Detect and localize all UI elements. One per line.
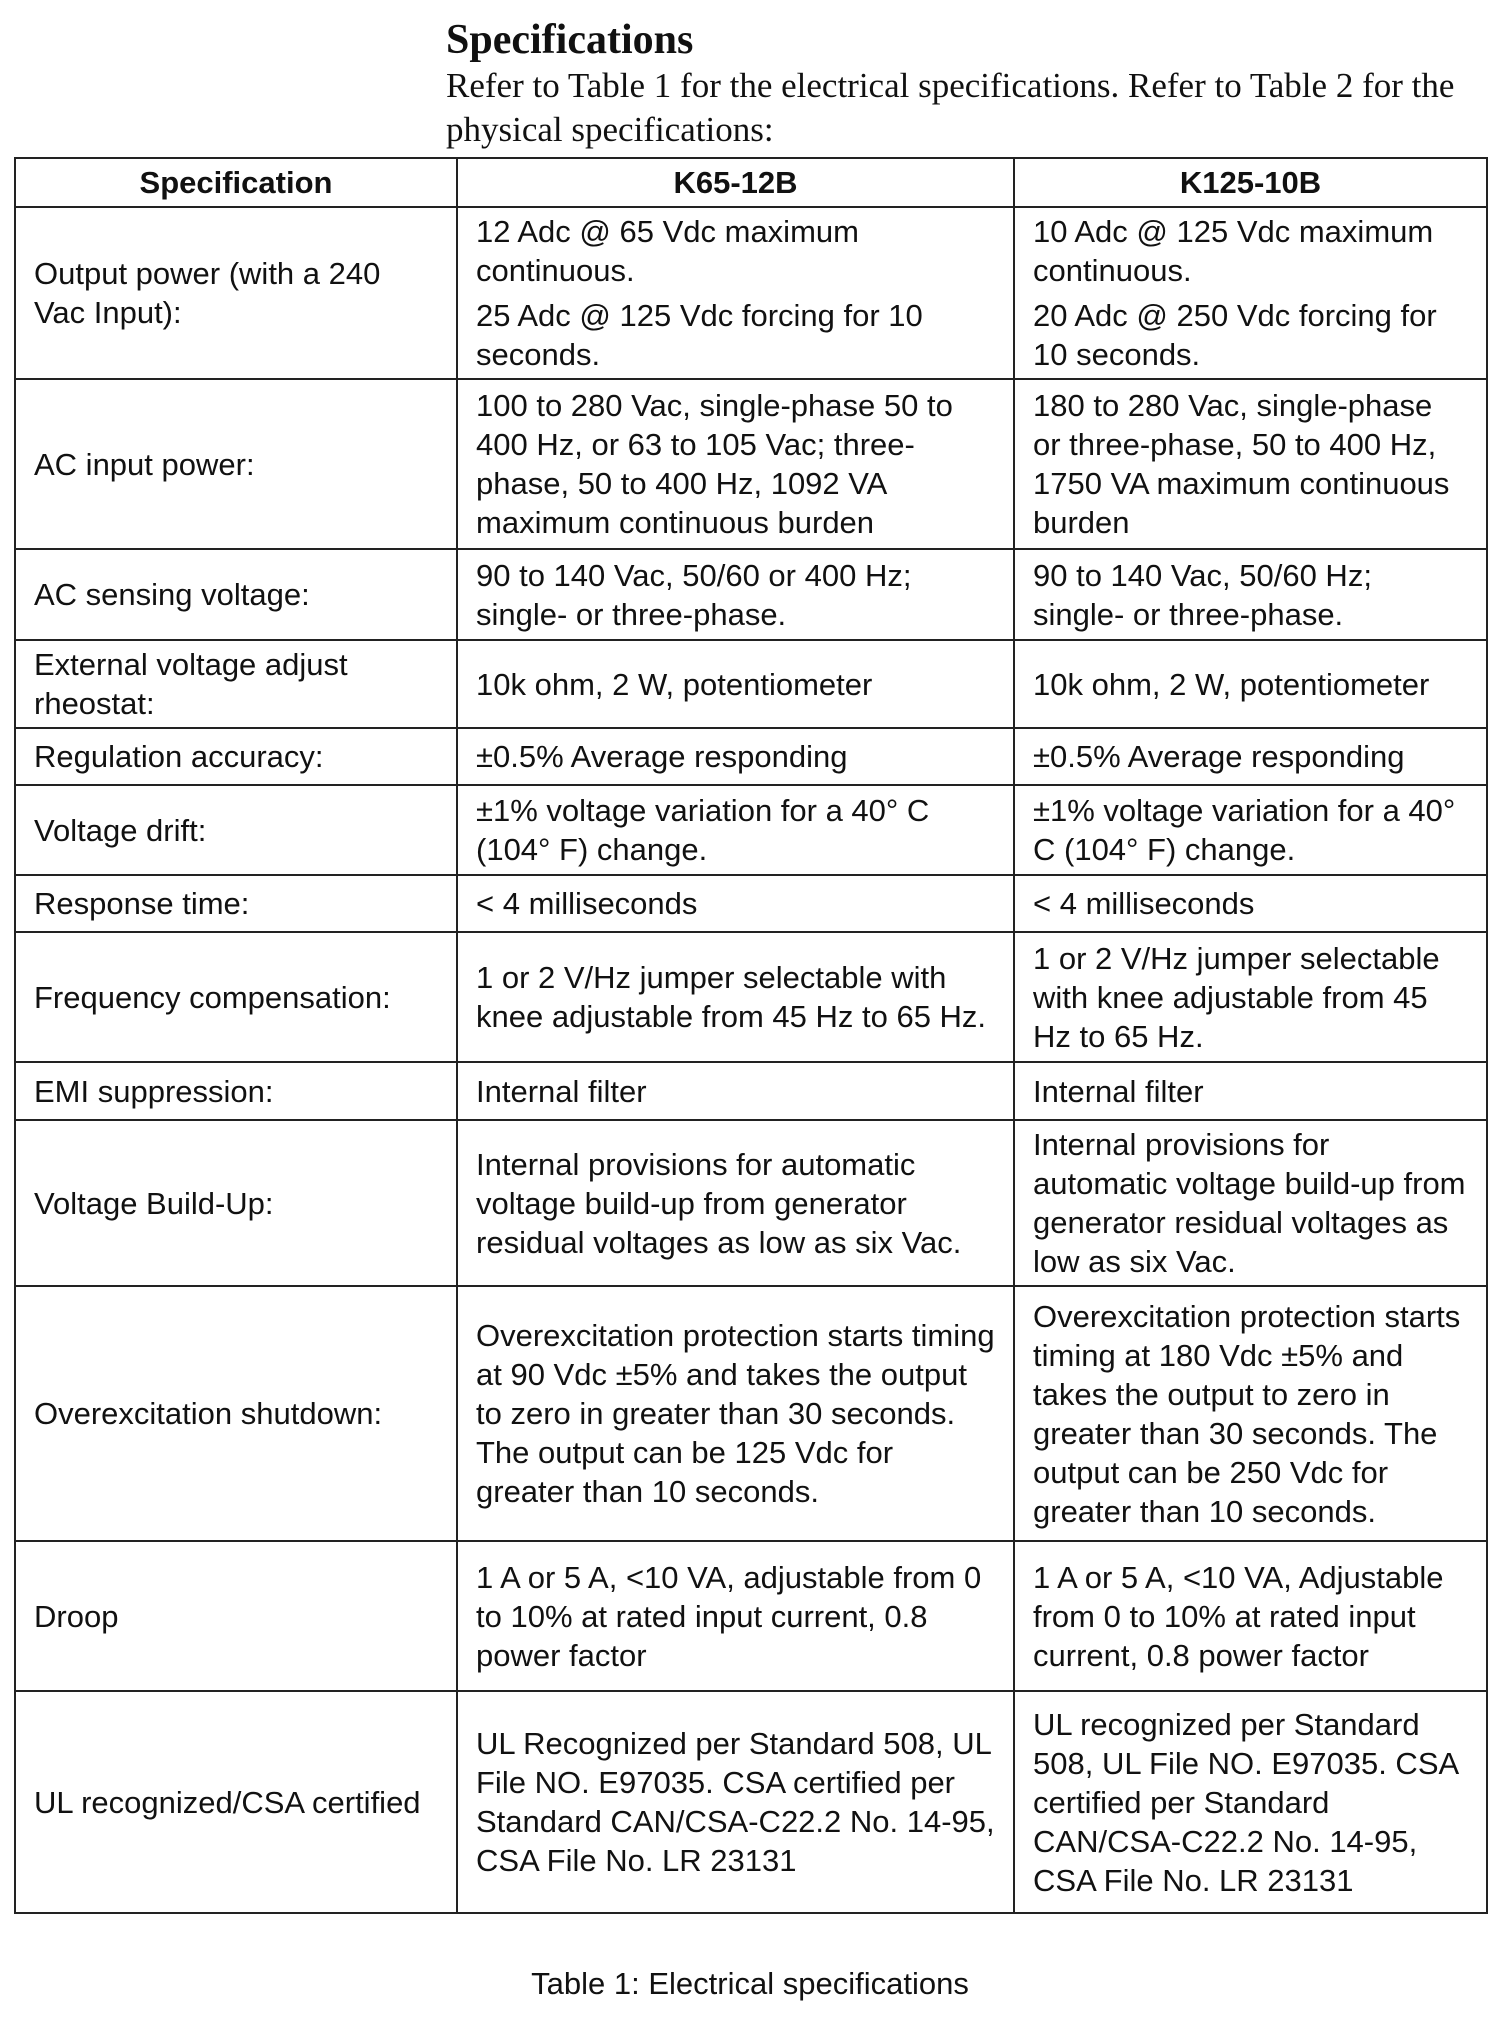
table-row <box>15 785 1487 875</box>
k65-value-cell: ±1% voltage variation for a 40° C (104° F) change. <box>457 785 1014 875</box>
table-row <box>15 1691 1487 1913</box>
k65-value-cell: Internal filter <box>457 1062 1014 1120</box>
table-row <box>15 549 1487 640</box>
k65-value-cell: 100 to 280 Vac, single-phase 50 to 400 Hz, or 63 to 105 Vac; three-phase, 50 to 400 Hz, 1092 VA maximum continuous burden <box>457 379 1014 549</box>
k125-value-cell: 1 A or 5 A, <10 VA, Adjustable from 0 to 10% at rated input current, 0.8 power factor <box>1014 1541 1487 1691</box>
k125-value-text: 10 Adc @ 125 Vdc maximum continuous. <box>1033 214 1434 288</box>
header-k65-12b: K65-12B <box>457 158 1014 207</box>
k125-value-cell: Internal provisions for automatic voltage build-up from generator residual voltages as low as six Vac. <box>1014 1120 1487 1286</box>
spec-name-cell: Voltage drift: <box>15 785 457 875</box>
spec-name-cell: UL recognized/CSA certified <box>15 1691 457 1913</box>
k65-value-cell: Internal provisions for automatic voltage build-up from generator residual voltages as low as six Vac. <box>457 1120 1014 1286</box>
k65-value-cell: 90 to 140 Vac, 50/60 or 400 Hz; single- or three-phase. <box>457 549 1014 640</box>
section-intro: Refer to Table 1 for the electrical specifications. Refer to Table 2 for the physical specifications: <box>446 66 1455 149</box>
table-row <box>15 932 1487 1062</box>
spec-name-cell: Response time: <box>15 875 457 932</box>
spec-name-cell: AC sensing voltage: <box>15 549 457 640</box>
k65-value-text: 25 Adc @ 125 Vdc forcing for 10 seconds. <box>476 298 923 372</box>
table-row <box>15 379 1487 549</box>
k125-value-cell: UL recognized per Standard 508, UL File NO. E97035. CSA certified per Standard CAN/CSA-C22.2 No. 14-95, CSA File No. LR 23131 <box>1014 1691 1487 1913</box>
table-caption: Table 1: Electrical specifications <box>531 1966 969 2001</box>
spec-name-cell: Output power (with a 240 Vac Input): <box>15 207 457 379</box>
spec-name-cell: External voltage adjust rheostat: <box>15 640 457 728</box>
spec-name-cell: Droop <box>15 1541 457 1691</box>
k125-value-cell <box>1014 207 1487 379</box>
spec-name-cell: AC input power: <box>15 379 457 549</box>
table-row <box>15 875 1487 932</box>
table-row <box>15 1286 1487 1541</box>
k125-value-cell: 1 or 2 V/Hz jumper selectable with knee adjustable from 45 Hz to 65 Hz. <box>1014 932 1487 1062</box>
k65-value-cell: 1 or 2 V/Hz jumper selectable with knee adjustable from 45 Hz to 65 Hz. <box>457 932 1014 1062</box>
table-row <box>15 1120 1487 1286</box>
table-row <box>15 640 1487 728</box>
k125-value-cell: 180 to 280 Vac, single-phase or three-phase, 50 to 400 Hz, 1750 VA maximum continuous burden <box>1014 379 1487 549</box>
header-k125-10b: K125-10B <box>1014 158 1487 207</box>
k125-value-cell: Internal filter <box>1014 1062 1487 1120</box>
table-row <box>15 1541 1487 1691</box>
k65-value-cell <box>457 207 1014 379</box>
table-row <box>15 1062 1487 1120</box>
section-heading <box>446 16 1486 152</box>
k65-value-cell: ±0.5% Average responding <box>457 728 1014 785</box>
k65-value-cell: < 4 milliseconds <box>457 875 1014 932</box>
k65-value-cell: 10k ohm, 2 W, potentiometer <box>457 640 1014 728</box>
k65-value-cell: Overexcitation protection starts timing at 90 Vdc ±5% and takes the output to zero in greater than 30 seconds. The output can be 125 Vdc for greater than 10 seconds. <box>457 1286 1014 1541</box>
header-specification: Specification <box>15 158 457 207</box>
table-row <box>15 207 1487 379</box>
k125-value-cell: ±0.5% Average responding <box>1014 728 1487 785</box>
k65-value-cell: UL Recognized per Standard 508, UL File NO. E97035. CSA certified per Standard CAN/CSA-C22.2 No. 14-95, CSA File No. LR 23131 <box>457 1691 1014 1913</box>
k65-value-cell: 1 A or 5 A, <10 VA, adjustable from 0 to 10% at rated input current, 0.8 power factor <box>457 1541 1014 1691</box>
spec-name-cell: Overexcitation shutdown: <box>15 1286 457 1541</box>
electrical-specifications-table <box>14 157 1488 1914</box>
k65-value-text: 12 Adc @ 65 Vdc maximum continuous. <box>476 214 859 288</box>
spec-name-cell: Frequency compensation: <box>15 932 457 1062</box>
k125-value-cell: < 4 milliseconds <box>1014 875 1487 932</box>
spec-name-cell: Voltage Build-Up: <box>15 1120 457 1286</box>
spec-name-cell: EMI suppression: <box>15 1062 457 1120</box>
spec-name-cell: Regulation accuracy: <box>15 728 457 785</box>
k125-value-cell: Overexcitation protection starts timing at 180 Vdc ±5% and takes the output to zero in greater than 30 seconds. The output can be 250 Vdc for greater than 10 seconds. <box>1014 1286 1487 1541</box>
k125-value-text: 20 Adc @ 250 Vdc forcing for 10 seconds. <box>1033 298 1437 372</box>
k125-value-cell: 90 to 140 Vac, 50/60 Hz; single- or three-phase. <box>1014 549 1487 640</box>
table-row <box>15 728 1487 785</box>
k125-value-cell: 10k ohm, 2 W, potentiometer <box>1014 640 1487 728</box>
k125-value-cell: ±1% voltage variation for a 40° C (104° F) change. <box>1014 785 1487 875</box>
section-title: Specifications <box>446 17 694 63</box>
table-header-row <box>15 158 1487 207</box>
